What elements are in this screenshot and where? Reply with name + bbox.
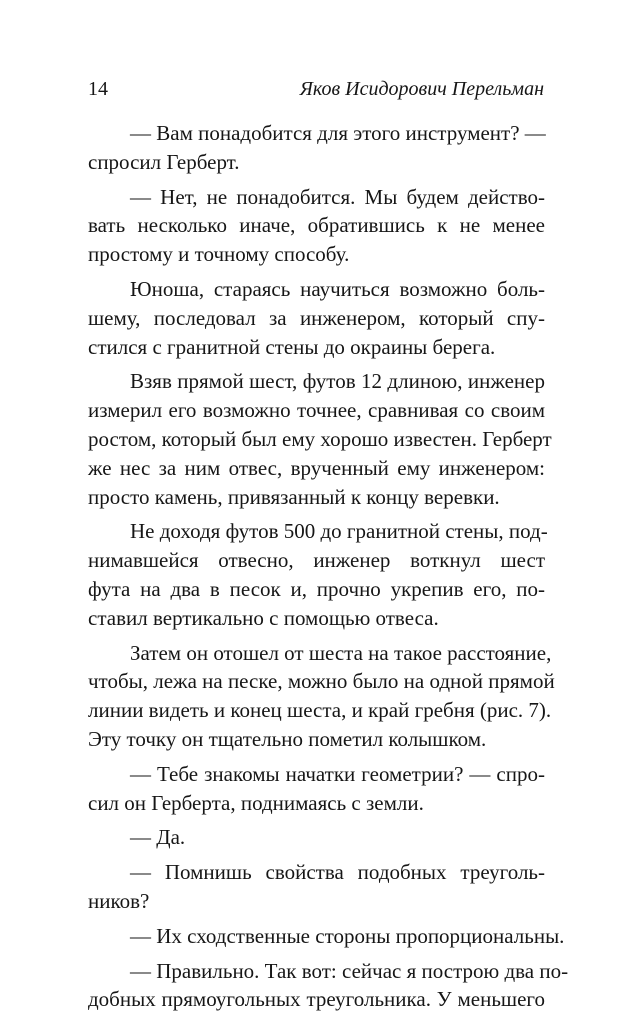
- text-line: — Их сходственные стороны пропорциональны.: [130, 923, 565, 948]
- paragraph: [88, 922, 565, 951]
- text-line: ростом, который был ему хорошо известен. Герберт: [88, 426, 552, 451]
- text-line: — Да.: [130, 825, 186, 850]
- text-line: ников?: [88, 888, 150, 913]
- text-line: — Нет, не понадобится. Мы будем действо-: [130, 184, 545, 209]
- text-line: чтобы, лежа на песке, можно было на одной прямой: [88, 669, 555, 694]
- paragraph: [88, 367, 552, 511]
- text-line: Не доходя футов 500 до гранитной стены, под-: [130, 519, 548, 544]
- text-line: Юноша, стараясь научиться возможно боль-: [130, 276, 545, 301]
- text-line: шему, последовал за инженером, который спу-: [88, 305, 545, 330]
- paragraph: [88, 275, 545, 361]
- text-line: просто камень, привязанный к концу веревки.: [88, 484, 500, 509]
- text-line: ставил вертикально с помощью отвеса.: [88, 605, 439, 630]
- paragraph: [88, 639, 555, 754]
- body-text: [88, 119, 569, 1020]
- text-line: — Помнишь свойства подобных треуголь-: [130, 860, 545, 885]
- text-line: же нес за ним отвес, врученный ему инженером:: [88, 455, 545, 480]
- paragraph: [88, 957, 569, 1015]
- page-header: [88, 77, 544, 101]
- text-line: — Правильно. Так вот: сейчас я построю два по-: [130, 958, 569, 983]
- paragraph: [88, 517, 548, 632]
- running-head-author: Яков Исидорович Перельман: [299, 78, 544, 100]
- paragraph: [88, 183, 545, 269]
- paragraph: [88, 760, 545, 818]
- text-line: линии видеть и конец шеста, и край гребня (рис. 7).: [88, 698, 552, 723]
- text-line: Затем он отошел от шеста на такое расстояние,: [130, 640, 552, 665]
- text-line: Взяв прямой шест, футов 12 длиною, инженер: [130, 369, 545, 394]
- text-line: — Вам понадобится для этого инструмент? —: [130, 121, 546, 145]
- paragraph: [88, 858, 545, 916]
- text-line: спросил Герберт.: [88, 149, 240, 174]
- text-line: добных прямоугольных треугольника. У меньшего: [88, 987, 545, 1012]
- paragraph: [88, 119, 545, 177]
- text-line: сил он Герберта, поднимаясь с земли.: [88, 790, 424, 815]
- text-line: Эту точку он тщательно пометил колышком.: [88, 726, 487, 751]
- paragraph: [88, 823, 545, 852]
- text-line: простому и точному способу.: [88, 242, 350, 267]
- page-number: 14: [88, 78, 108, 100]
- text-line: нимавшейся отвесно, инженер воткнул шест: [88, 548, 545, 573]
- text-line: фута на два в песок и, прочно укрепив его, по-: [88, 576, 545, 601]
- text-line: измерил его возможно точнее, сравнивая со своим: [88, 398, 545, 423]
- text-line: — Тебе знакомы начатки геометрии? — спро-: [130, 761, 545, 786]
- text-line: стился с гранитной стены до окраины берега.: [88, 334, 496, 359]
- text-line: вать несколько иначе, обратившись к не менее: [88, 213, 545, 238]
